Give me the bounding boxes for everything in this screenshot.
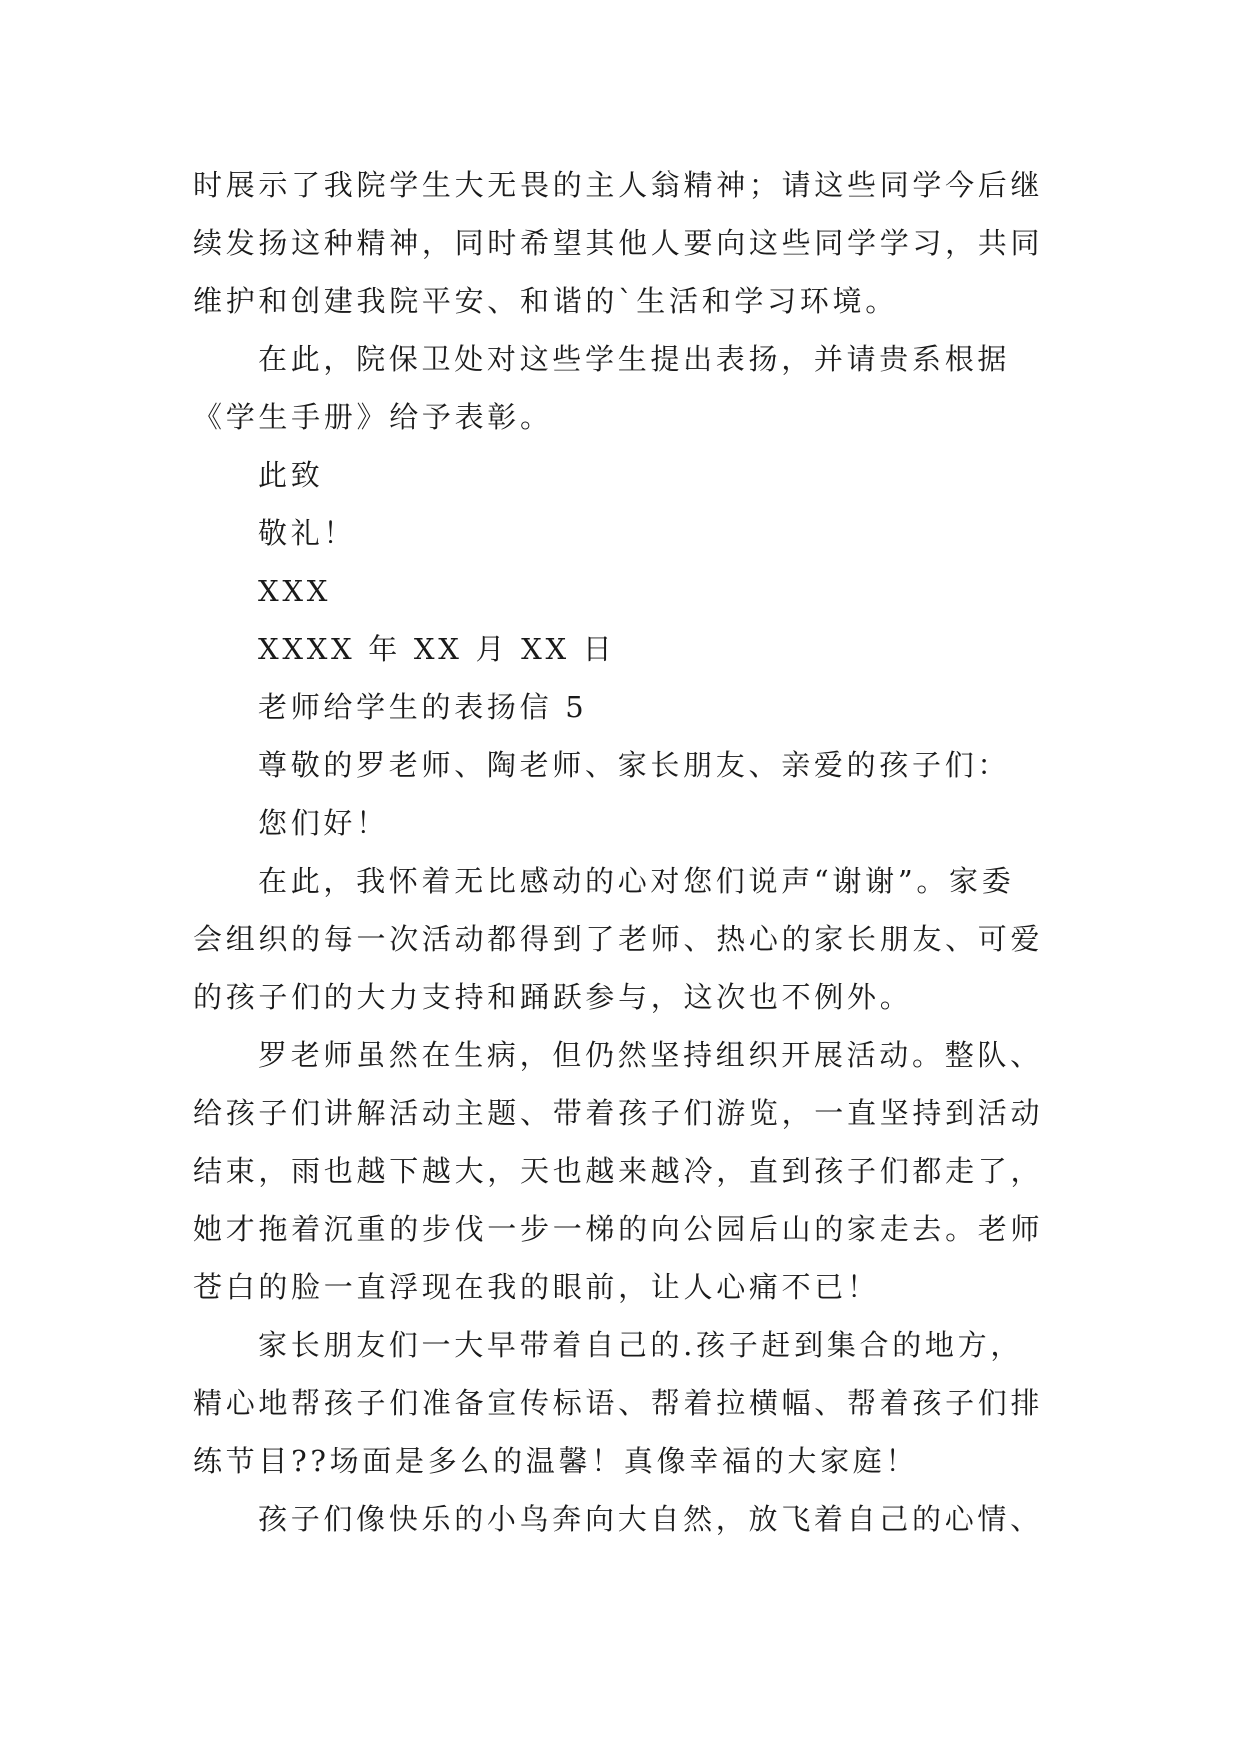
text-line: 会组织的每一次活动都得到了老师、热心的家长朋友、可爱	[193, 922, 1044, 956]
closing-regards: 敬礼！	[258, 516, 357, 550]
paragraph-start-line: 罗老师虽然在生病，但仍然坚持组织开展活动。整队、	[258, 1038, 1043, 1072]
signature-name: XXX	[258, 574, 332, 608]
section-title: 老师给学生的表扬信 5	[258, 690, 588, 724]
text-line: 精心地帮孩子们准备宣传标语、帮着拉横幅、帮着孩子们排	[193, 1386, 1044, 1420]
text-line: 维护和创建我院平安、和谐的`生活和学习环境。	[193, 284, 898, 318]
paragraph-start-line: 家长朋友们一大早带着自己的.孩子赶到集合的地方，	[258, 1328, 1024, 1362]
paragraph-start-line: 在此，院保卫处对这些学生提出表扬，并请贵系根据	[258, 342, 1011, 376]
text-line: 的孩子们的大力支持和踊跃参与，这次也不例外。	[193, 980, 913, 1014]
closing-salutation: 此致	[258, 458, 324, 492]
text-line: 练节目??场面是多么的温馨！真像幸福的大家庭！	[193, 1444, 919, 1478]
text-line: 给孩子们讲解活动主题、带着孩子们游览，一直坚持到活动	[193, 1096, 1044, 1130]
letter-greeting: 尊敬的罗老师、陶老师、家长朋友、亲爱的孩子们：	[258, 748, 1011, 782]
text-line: 续发扬这种精神，同时希望其他人要向这些同学学习，共同	[193, 226, 1044, 260]
text-line: 她才拖着沉重的步伐一步一梯的向公园后山的家走去。老师	[193, 1212, 1044, 1246]
letter-hello: 您们好！	[258, 806, 389, 840]
paragraph-start-line: 在此，我怀着无比感动的心对您们说声“谢谢”。家委	[258, 864, 1015, 898]
signature-date: XXXX 年 XX 月 XX 日	[258, 632, 616, 666]
text-line: 《学生手册》给予表彰。	[193, 400, 553, 434]
paragraph-start-line: 孩子们像快乐的小鸟奔向大自然，放飞着自己的心情、	[258, 1502, 1043, 1536]
text-line: 苍白的脸一直浮现在我的眼前，让人心痛不已！	[193, 1270, 880, 1304]
text-line: 结束，雨也越下越大，天也越来越冷，直到孩子们都走了，	[193, 1154, 1044, 1188]
text-line: 时展示了我院学生大无畏的主人翁精神；请这些同学今后继	[193, 168, 1044, 202]
document-body	[193, 156, 1093, 1548]
